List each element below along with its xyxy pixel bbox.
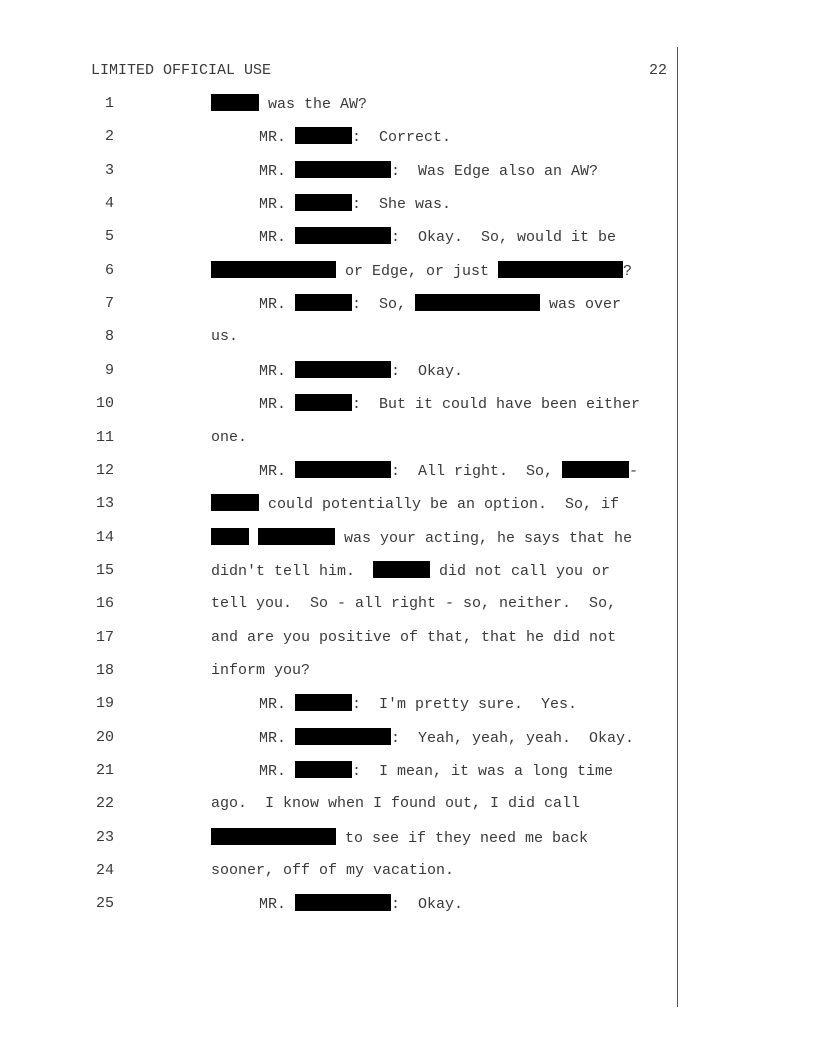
line-text xyxy=(211,94,367,115)
right-margin-rule xyxy=(677,47,678,1007)
redaction-box xyxy=(295,394,352,411)
transcript-line xyxy=(0,594,677,614)
redaction-box xyxy=(211,828,336,845)
redaction-box xyxy=(295,761,352,778)
text-segment: : Was Edge also an AW? xyxy=(391,162,599,180)
text-segment: MR. xyxy=(259,896,296,914)
transcript-line xyxy=(0,127,677,147)
line-number: 20 xyxy=(95,728,114,746)
text-segment: : Correct. xyxy=(352,129,452,147)
text-segment: MR. xyxy=(259,763,296,780)
line-number: 9 xyxy=(104,361,114,379)
line-number: 21 xyxy=(95,762,114,779)
redaction-box xyxy=(562,461,629,478)
text-segment: MR. xyxy=(259,196,296,214)
line-text xyxy=(211,528,632,549)
text-segment: did not call you or xyxy=(430,562,611,580)
redaction-box xyxy=(211,528,249,545)
line-number: 22 xyxy=(95,795,114,813)
line-number: 2 xyxy=(104,128,114,146)
line-text xyxy=(211,828,588,849)
transcript-line xyxy=(0,327,677,347)
transcript-line xyxy=(0,828,677,848)
line-text xyxy=(259,294,621,315)
line-text xyxy=(259,728,634,749)
line-number: 12 xyxy=(95,461,114,479)
line-number: 14 xyxy=(95,528,114,546)
line-text xyxy=(211,327,238,347)
redaction-box xyxy=(295,194,352,211)
transcript-line xyxy=(0,294,677,314)
text-segment: was the AW? xyxy=(259,96,368,113)
text-segment: MR. xyxy=(259,696,296,714)
transcript-line xyxy=(0,628,677,648)
transcript-line xyxy=(0,161,677,181)
text-segment: MR. xyxy=(259,229,296,247)
text-segment: could potentially be an option. So, if xyxy=(259,496,620,514)
redaction-box xyxy=(295,894,391,911)
text-segment: : So, xyxy=(352,296,416,314)
line-text xyxy=(259,361,463,382)
transcript-line xyxy=(0,428,677,448)
line-text xyxy=(259,894,463,915)
text-segment: : But it could have been either xyxy=(352,396,641,414)
transcript-line xyxy=(0,394,677,414)
redaction-box xyxy=(211,261,336,278)
line-text xyxy=(259,127,451,148)
transcript-line xyxy=(0,528,677,548)
text-segment: MR. xyxy=(259,462,296,480)
transcript-line xyxy=(0,194,677,214)
transcript-line xyxy=(0,661,677,681)
line-text xyxy=(211,428,247,448)
line-text xyxy=(211,494,619,515)
redaction-box xyxy=(295,227,391,244)
line-number: 18 xyxy=(95,661,114,679)
line-number: 23 xyxy=(95,828,114,846)
line-text xyxy=(259,227,616,248)
text-segment: tell you. So - all right - so, neither. So, xyxy=(211,595,617,613)
text-segment: : Okay. So, would it be xyxy=(391,229,617,247)
text-segment: : Okay. xyxy=(391,362,464,380)
line-text xyxy=(211,794,580,814)
text-segment: or Edge, or just xyxy=(336,262,499,280)
line-number: 17 xyxy=(95,628,114,646)
text-segment: : Yeah, yeah, yeah. Okay. xyxy=(391,729,635,747)
text-segment: : She was. xyxy=(352,196,452,214)
redaction-box xyxy=(295,361,391,378)
line-number: 13 xyxy=(95,495,114,513)
redaction-box xyxy=(295,161,391,178)
redaction-box xyxy=(211,494,259,511)
line-number: 1 xyxy=(104,95,114,112)
line-number: 11 xyxy=(95,428,114,446)
redaction-box xyxy=(373,561,430,578)
line-number: 4 xyxy=(104,195,114,213)
transcript-line xyxy=(0,261,677,281)
text-segment: ago. I know when I found out, I did call xyxy=(211,795,581,813)
line-text xyxy=(211,261,632,282)
text-segment: - xyxy=(629,462,639,480)
line-number: 6 xyxy=(104,261,114,279)
line-number: 24 xyxy=(95,862,114,880)
text-segment: : I'm pretty sure. Yes. xyxy=(352,696,578,714)
redaction-box xyxy=(295,728,391,745)
text-segment: MR. xyxy=(259,396,296,414)
text-segment: didn't tell him. xyxy=(211,562,374,580)
transcript-line xyxy=(0,494,677,514)
transcript-line xyxy=(0,861,677,881)
page-number: 22 xyxy=(648,62,667,79)
redaction-box xyxy=(295,694,352,711)
redaction-box xyxy=(295,294,352,311)
line-number: 25 xyxy=(95,895,114,913)
transcript-line xyxy=(0,728,677,748)
text-segment: MR. xyxy=(259,729,296,747)
transcript-line xyxy=(0,461,677,481)
text-segment: : I mean, it was a long time xyxy=(352,763,614,780)
text-segment: to see if they need me back xyxy=(336,829,589,847)
text-segment: : Okay. xyxy=(391,896,464,914)
transcript-line xyxy=(0,94,677,114)
line-text xyxy=(211,628,616,648)
line-text xyxy=(259,194,451,215)
text-segment: was over xyxy=(540,296,622,314)
line-number: 10 xyxy=(95,395,114,413)
classification-header: LIMITED OFFICIAL USE xyxy=(91,62,272,79)
line-number: 7 xyxy=(104,295,114,313)
line-number: 8 xyxy=(104,328,114,346)
line-number: 5 xyxy=(104,228,114,246)
line-text xyxy=(259,161,598,182)
redaction-box xyxy=(295,461,391,478)
transcript-line xyxy=(0,761,677,781)
line-text xyxy=(259,461,638,482)
text-segment: sooner, off of my vacation. xyxy=(211,862,455,880)
line-text xyxy=(211,861,454,881)
text-segment: one. xyxy=(211,428,248,446)
line-text xyxy=(259,694,577,715)
text-segment: inform you? xyxy=(211,661,311,679)
text-segment: ? xyxy=(623,262,633,280)
line-text xyxy=(259,394,640,415)
text-segment: MR. xyxy=(259,162,296,180)
line-text xyxy=(211,594,616,614)
text-segment: us. xyxy=(211,328,239,346)
text-segment xyxy=(249,530,258,547)
redaction-box xyxy=(295,127,352,144)
line-number: 16 xyxy=(95,595,114,613)
redaction-box xyxy=(258,528,335,545)
transcript-line xyxy=(0,694,677,714)
transcript-line xyxy=(0,794,677,814)
text-segment: : All right. So, xyxy=(391,462,563,480)
text-segment: MR. xyxy=(259,129,296,147)
text-segment: and are you positive of that, that he did not xyxy=(211,628,617,646)
transcript-line xyxy=(0,561,677,581)
transcript-line xyxy=(0,227,677,247)
line-text xyxy=(211,561,610,582)
redaction-box xyxy=(211,94,259,111)
text-segment: MR. xyxy=(259,296,296,314)
line-text xyxy=(259,761,613,782)
transcript-line xyxy=(0,361,677,381)
line-number: 19 xyxy=(95,695,114,713)
line-text xyxy=(211,661,310,681)
text-segment: was your acting, he says that he xyxy=(335,529,633,547)
redaction-box xyxy=(415,294,540,311)
line-number: 3 xyxy=(104,161,114,179)
text-segment: MR. xyxy=(259,362,296,380)
redaction-box xyxy=(498,261,623,278)
line-number: 15 xyxy=(95,561,114,579)
transcript-line xyxy=(0,894,677,914)
